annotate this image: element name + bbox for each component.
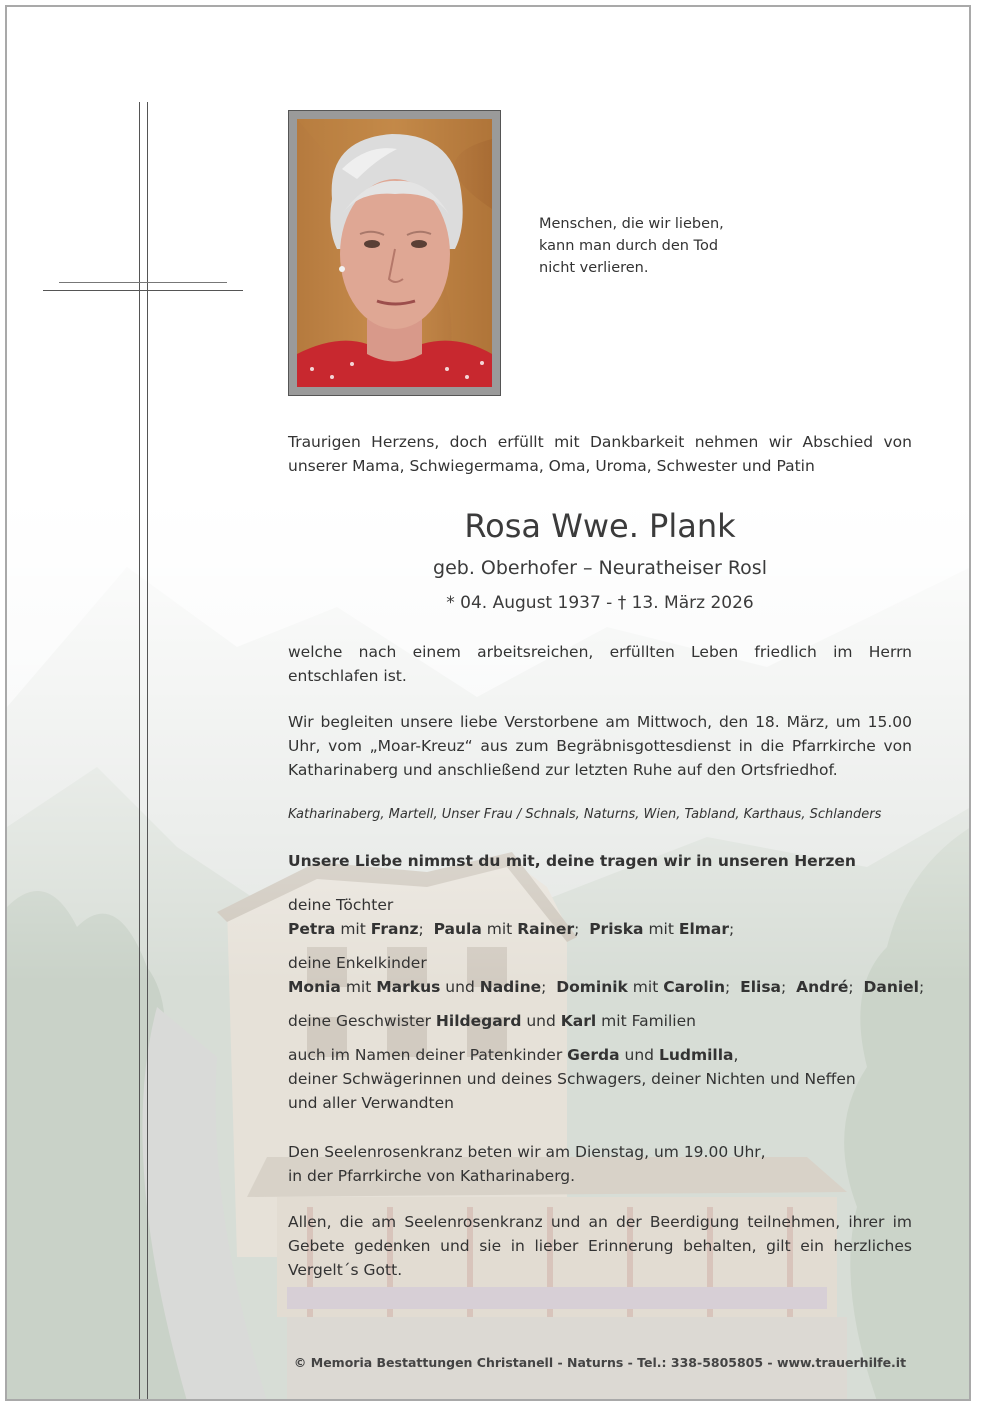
connector-word: mit — [340, 920, 366, 938]
grandchildren-line — [288, 975, 925, 999]
portrait-image — [297, 119, 492, 387]
siblings-line — [288, 1009, 912, 1033]
connector-word: und — [445, 978, 475, 996]
mourner-name: Ludmilla — [658, 1046, 734, 1064]
separator: ; — [919, 978, 925, 996]
mourner-name: Dominik — [556, 978, 628, 996]
connector-word: mit — [486, 920, 513, 938]
grandchildren-label: deine Enkelkinder — [288, 954, 427, 972]
godchildren-prefix: auch im Namen deiner Patenkinder — [288, 1046, 563, 1064]
funeral-line: Katharinaberg und anschließend zur letzten Ruhe auf den Ortsfriedhof. — [288, 761, 838, 779]
separator: ; — [781, 978, 787, 996]
motto: Unsere Liebe nimmst du mit, deine tragen wir in unseren Herzen — [288, 852, 856, 870]
quote-line: Menschen, die wir lieben, — [539, 216, 724, 232]
notice-frame — [5, 5, 971, 1401]
mourner-name: Gerda — [567, 1046, 620, 1064]
memorial-quote — [539, 213, 724, 279]
separator: ; — [725, 978, 731, 996]
passing-line: welche nach einem arbeitsreichen, erfüllten Leben friedlich im Herrn — [288, 643, 912, 661]
mourner-name: Rainer — [517, 920, 575, 938]
mourner-name: Markus — [376, 978, 441, 996]
mourner-name: André — [796, 978, 849, 996]
daughters-label: deine Töchter — [288, 896, 394, 914]
thanks-text — [288, 1210, 912, 1282]
relatives-line: deiner Schwägerinnen und deines Schwagers, deiner Nichten und Neffen — [288, 1070, 856, 1088]
intro-line: unserer Mama, Schwiegermama, Oma, Uroma, Schwester und Patin — [288, 457, 815, 475]
connector-word: mit — [648, 920, 674, 938]
thanks-line: Gebete gedenken und sie in lieber Erinnerung behalten, gilt ein herzliches — [288, 1237, 912, 1255]
daughters-line — [288, 917, 912, 941]
mourner-name: Petra — [288, 920, 336, 938]
separator: ; — [574, 920, 580, 938]
mourner-name: Hildegard — [435, 1012, 522, 1030]
thanks-line: Allen, die am Seelenrosenkranz und an der Beerdigung teilnehmen, ihrer im — [288, 1213, 912, 1231]
deceased-birth-name: geb. Oberhofer – Neuratheiser Rosl — [433, 557, 767, 579]
rosary-text — [288, 1140, 912, 1188]
mourner-name: Monia — [288, 978, 341, 996]
quote-line: kann man durch den Tod — [539, 238, 719, 254]
connector-word: und — [624, 1046, 654, 1064]
funeral-line: Wir begleiten unsere liebe Verstorbene am Mittwoch, den 18. März, um 15.00 — [288, 713, 912, 731]
funeral-line: Uhr, vom „Moar-Kreuz“ aus zum Begräbnisgottesdienst in die Pfarrkirche von — [288, 737, 912, 755]
mourner-name: Elisa — [740, 978, 782, 996]
mourner-name: Elmar — [678, 920, 730, 938]
passing-text — [288, 640, 912, 688]
connector-word: mit — [345, 978, 372, 996]
mourner-name: Karl — [560, 1012, 597, 1030]
rosary-line: in der Pfarrkirche von Katharinaberg. — [288, 1167, 576, 1185]
deceased-dates: * 04. August 1937 - † 13. März 2026 — [446, 593, 754, 613]
mourner-name: Franz — [370, 920, 419, 938]
separator: ; — [418, 920, 424, 938]
passing-line: entschlafen ist. — [288, 667, 407, 685]
separator: ; — [848, 978, 854, 996]
connector-word: und — [526, 1012, 556, 1030]
mourner-name: Priska — [589, 920, 644, 938]
separator: ; — [729, 920, 735, 938]
mourner-name: Nadine — [479, 978, 542, 996]
mourner-name: Paula — [433, 920, 482, 938]
godchildren-line — [288, 1043, 912, 1067]
separator: , — [733, 1046, 739, 1064]
siblings-suffix: mit Familien — [601, 1012, 696, 1030]
separator: ; — [541, 978, 547, 996]
connector-word: mit — [632, 978, 659, 996]
footer-credits: © Memoria Bestattungen Christanell - Naturns - Tel.: 338-5805805 - www.trauerhilfe.it — [293, 1355, 907, 1370]
mourner-name: Carolin — [663, 978, 726, 996]
funeral-text — [288, 710, 912, 782]
intro-line: Traurigen Herzens, doch erfüllt mit Dankbarkeit nehmen wir Abschied von — [288, 433, 912, 451]
intro-text — [288, 430, 912, 478]
thanks-line: Vergelt´s Gott. — [288, 1261, 403, 1279]
cross-symbol — [43, 102, 243, 1401]
quote-line: nicht verlieren. — [539, 260, 649, 276]
mourners-list — [288, 893, 925, 1115]
relatives-line: und aller Verwandten — [288, 1094, 454, 1112]
places-list: Katharinaberg, Martell, Unser Frau / Schnals, Naturns, Wien, Tabland, Karthaus, Schlanders — [288, 807, 882, 822]
deceased-name: Rosa Wwe. Plank — [464, 507, 736, 545]
portrait-photo — [288, 110, 501, 396]
siblings-prefix: deine Geschwister — [288, 1012, 431, 1030]
rosary-line: Den Seelenrosenkranz beten wir am Dienstag, um 19.00 Uhr, — [288, 1143, 766, 1161]
mourner-name: Daniel — [863, 978, 919, 996]
